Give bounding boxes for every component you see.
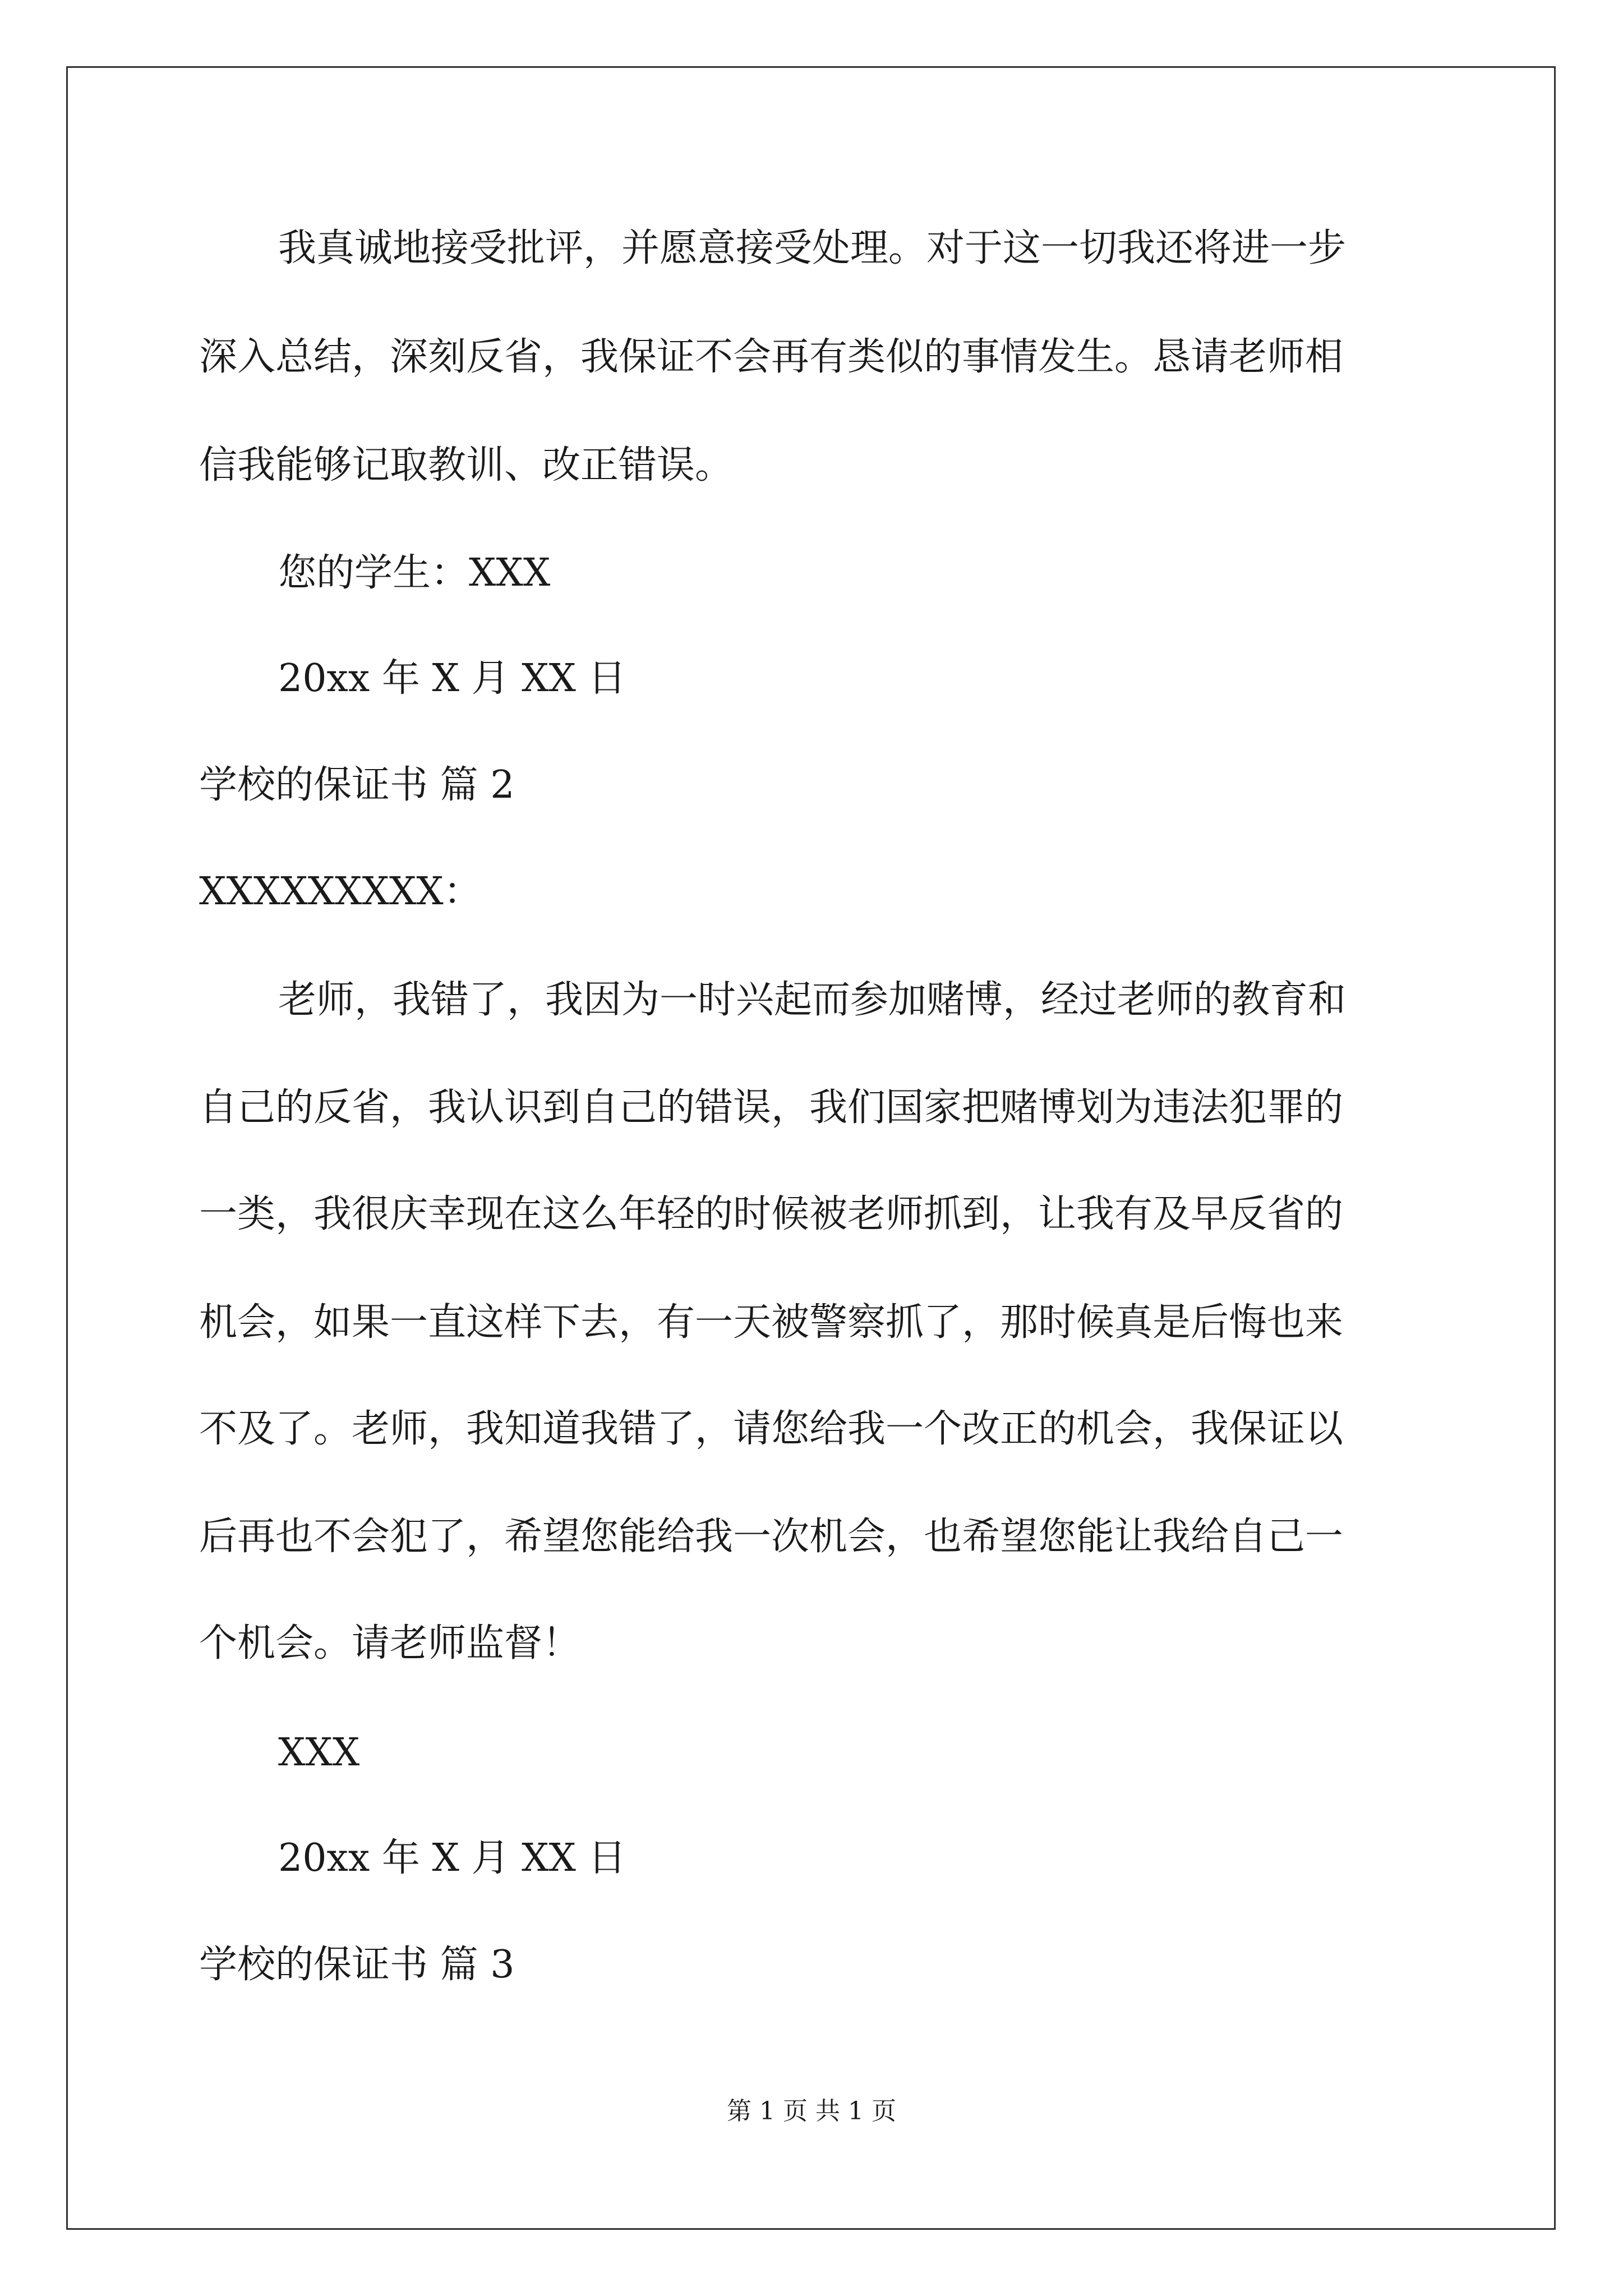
paragraph-line: 信我能够记取教训、改正错误。 [199,443,734,487]
page-number-footer: 第 1 页 共 1 页 [727,2097,896,2125]
closing-line: 您的学生：XXX [278,551,551,595]
paragraph-line: 深入总结，深刻反省，我保证不会再有类似的事情发生。恳请老师相 [199,335,1344,379]
paragraph-line: 机会，如果一直这样下去，有一天被警察抓了，那时候真是后悔也来 [199,1300,1344,1345]
paragraph-line: 自己的反省，我认识到自己的错误，我们国家把赌博划为违法犯罪的 [199,1085,1344,1130]
paragraph-line: 老师，我错了，我因为一时兴起而参加赌博，经过老师的教育和 [278,978,1347,1022]
salutation: XXXXXXXXX： [199,869,482,914]
paragraph-line: 不及了。老师，我知道我错了，请您给我一个改正的机会，我保证以 [199,1407,1344,1451]
paragraph-line: 一类，我很庆幸现在这么年轻的时候被老师抓到，让我有及早反省的 [199,1192,1344,1236]
paragraph-line: 个机会。请老师监督！ [199,1621,581,1665]
date-line: 20xx 年 X 月 XX 日 [278,1836,626,1880]
page-border [66,66,1556,2230]
signature-line: XXX [278,1731,360,1775]
section-heading: 学校的保证书 篇 2 [199,763,515,807]
section-heading: 学校的保证书 篇 3 [199,1943,515,1987]
date-line: 20xx 年 X 月 XX 日 [278,656,626,701]
paragraph-line: 后再也不会犯了，希望您能给我一次机会，也希望您能让我给自己一 [199,1515,1344,1559]
paragraph-line: 我真诚地接受批评，并愿意接受处理。对于这一切我还将进一步 [278,226,1347,270]
